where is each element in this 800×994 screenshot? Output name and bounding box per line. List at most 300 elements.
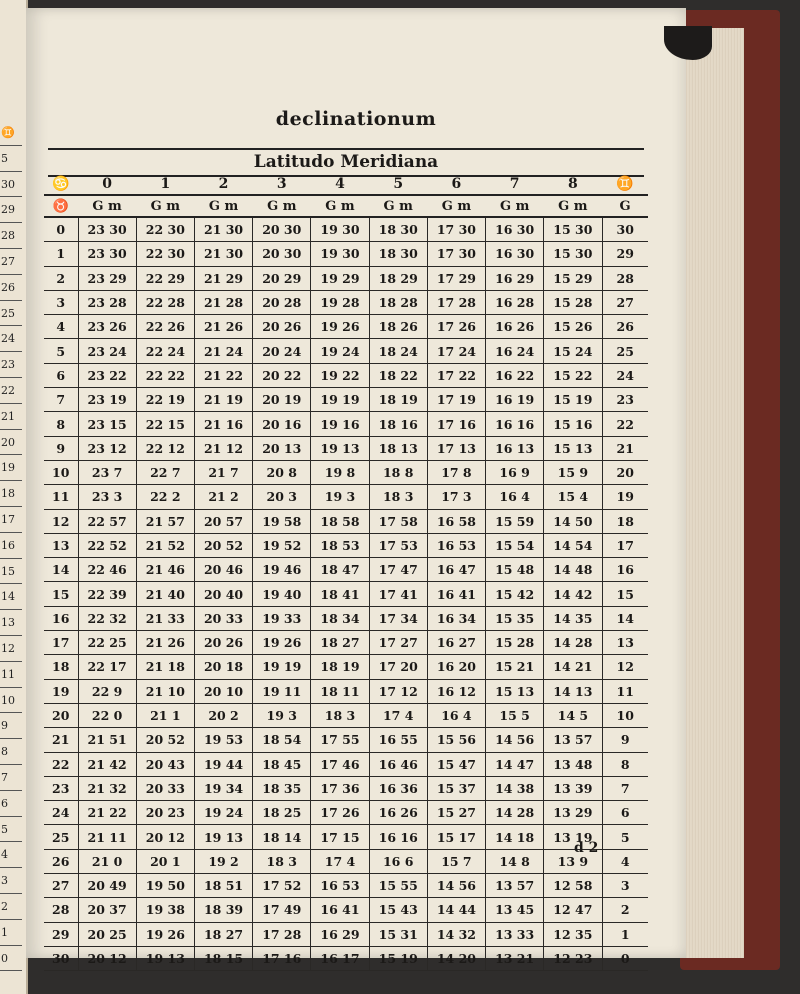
table-cell: 21 24 [194, 339, 252, 363]
table-cell: 18 11 [311, 679, 369, 703]
table-cell: 15 30 [544, 217, 602, 242]
table-row [44, 874, 648, 898]
facing-page-number: 23 [0, 352, 22, 378]
table-cell: 15 59 [486, 509, 544, 533]
table-row [44, 946, 648, 970]
table-cell: 19 13 [194, 825, 252, 849]
facing-page-numbers [0, 120, 22, 971]
table-cell: 20 52 [194, 533, 252, 557]
table-cell: 16 46 [369, 752, 427, 776]
column-header: 3 [253, 174, 311, 195]
table-cell: 23 19 [78, 388, 136, 412]
table-cell: 17 22 [427, 363, 485, 387]
row-degree: 14 [44, 558, 78, 582]
row-degree-complement: 1 [602, 922, 648, 946]
unit-header: G m [311, 195, 369, 217]
row-degree-complement: 13 [602, 631, 648, 655]
facing-page-number: 7 [0, 765, 22, 791]
table-cell: 19 24 [194, 801, 252, 825]
table-cell: 16 55 [369, 728, 427, 752]
table-cell: 19 24 [311, 339, 369, 363]
row-degree: 17 [44, 631, 78, 655]
table-cell: 15 13 [486, 679, 544, 703]
table-cell: 22 30 [136, 217, 194, 242]
table-cell: 19 58 [253, 509, 311, 533]
unit-header: G [602, 195, 648, 217]
table-cell: 19 30 [311, 217, 369, 242]
table-cell: 19 19 [253, 655, 311, 679]
row-degree: 26 [44, 849, 78, 873]
row-degree: 11 [44, 485, 78, 509]
table-cell: 12 58 [544, 874, 602, 898]
table-cell: 15 42 [486, 582, 544, 606]
table-cell: 21 30 [194, 242, 252, 266]
table-cell: 15 27 [427, 801, 485, 825]
table-cell: 18 51 [194, 874, 252, 898]
table-cell: 17 4 [369, 703, 427, 727]
table-cell: 14 20 [427, 946, 485, 970]
table-cell: 21 29 [194, 266, 252, 290]
table-cell: 15 17 [427, 825, 485, 849]
table-cell: 15 43 [369, 898, 427, 922]
table-cell: 20 40 [194, 582, 252, 606]
table-cell: 13 29 [544, 801, 602, 825]
facing-page-number: 14 [0, 584, 22, 610]
facing-page-number: 2 [0, 894, 22, 920]
column-header: 0 [78, 174, 136, 195]
table-cell: 19 38 [136, 898, 194, 922]
table-cell: 21 22 [194, 363, 252, 387]
table-cell: 19 22 [311, 363, 369, 387]
table-cell: 23 28 [78, 290, 136, 314]
table-cell: 18 27 [311, 631, 369, 655]
row-degree: 25 [44, 825, 78, 849]
facing-page-number: 5 [0, 146, 22, 172]
table-cell: 19 19 [311, 388, 369, 412]
row-degree: 3 [44, 290, 78, 314]
table-cell: 23 15 [78, 412, 136, 436]
row-degree-complement: 18 [602, 509, 648, 533]
unit-header: ♉ [44, 195, 78, 217]
table-cell: 19 2 [194, 849, 252, 873]
facing-page-number: 25 [0, 301, 22, 327]
table-cell: 15 26 [544, 315, 602, 339]
unit-header: G m [427, 195, 485, 217]
column-header: 7 [486, 174, 544, 195]
table-cell: 16 24 [486, 339, 544, 363]
table-cell: 19 26 [136, 922, 194, 946]
table-cell: 16 30 [486, 217, 544, 242]
table-cell: 13 57 [544, 728, 602, 752]
table-cell: 22 30 [136, 242, 194, 266]
table-cell: 20 12 [78, 946, 136, 970]
table-cell: 20 10 [194, 679, 252, 703]
table-cell: 22 22 [136, 363, 194, 387]
table-cell: 18 15 [194, 946, 252, 970]
table-cell: 14 18 [486, 825, 544, 849]
table-cell: 22 0 [78, 703, 136, 727]
table-cell: 18 30 [369, 217, 427, 242]
table-cell: 15 35 [486, 606, 544, 630]
table-cell: 14 56 [486, 728, 544, 752]
table-cell: 21 51 [78, 728, 136, 752]
table-cell: 17 4 [311, 849, 369, 873]
table-cell: 16 34 [427, 606, 485, 630]
table-cell: 16 27 [427, 631, 485, 655]
table-cell: 18 25 [253, 801, 311, 825]
row-degree: 23 [44, 776, 78, 800]
facing-page-number: 19 [0, 455, 22, 481]
row-degree: 19 [44, 679, 78, 703]
table-cell: 19 30 [311, 242, 369, 266]
table-cell: 21 7 [194, 460, 252, 484]
table-cell: 22 28 [136, 290, 194, 314]
table-cell: 17 26 [311, 801, 369, 825]
row-degree-complement: 22 [602, 412, 648, 436]
table-cell: 17 28 [427, 290, 485, 314]
unit-header: G m [253, 195, 311, 217]
facing-page-number: ♊ [0, 120, 22, 146]
book-page [26, 8, 686, 967]
table-cell: 22 29 [136, 266, 194, 290]
row-degree-complement: 8 [602, 752, 648, 776]
table-cell: 14 32 [427, 922, 485, 946]
table-row [44, 485, 648, 509]
unit-header: G m [136, 195, 194, 217]
row-degree-complement: 5 [602, 825, 648, 849]
table-cell: 20 3 [253, 485, 311, 509]
table-cell: 18 27 [194, 922, 252, 946]
facing-page-number: 20 [0, 430, 22, 456]
table-cell: 17 55 [311, 728, 369, 752]
table-cell: 18 35 [253, 776, 311, 800]
table-cell: 20 2 [194, 703, 252, 727]
table-cell: 23 30 [78, 242, 136, 266]
facing-page-number: 29 [0, 197, 22, 223]
table-cell: 16 12 [427, 679, 485, 703]
table-cell: 14 50 [544, 509, 602, 533]
table-row [44, 290, 648, 314]
table-cell: 22 2 [136, 485, 194, 509]
table-cell: 23 30 [78, 217, 136, 242]
table-row [44, 388, 648, 412]
table-cell: 17 52 [253, 874, 311, 898]
table-cell: 21 22 [78, 801, 136, 825]
table-cell: 17 34 [369, 606, 427, 630]
table-cell: 14 13 [544, 679, 602, 703]
table-row [44, 825, 648, 849]
table-cell: 17 19 [427, 388, 485, 412]
facing-page-number: 5 [0, 817, 22, 843]
table-cell: 22 15 [136, 412, 194, 436]
row-degree-complement: 2 [602, 898, 648, 922]
table-row [44, 752, 648, 776]
row-degree: 22 [44, 752, 78, 776]
table-cell: 23 22 [78, 363, 136, 387]
table-cell: 21 30 [194, 217, 252, 242]
facing-page-edge [0, 0, 28, 994]
table-cell: 20 49 [78, 874, 136, 898]
table-cell: 22 46 [78, 558, 136, 582]
table-cell: 15 31 [369, 922, 427, 946]
table-cell: 19 46 [253, 558, 311, 582]
row-degree: 16 [44, 606, 78, 630]
row-degree: 4 [44, 315, 78, 339]
table-cell: 20 37 [78, 898, 136, 922]
table-cell: 18 41 [311, 582, 369, 606]
row-degree-complement: 3 [602, 874, 648, 898]
table-cell: 16 9 [486, 460, 544, 484]
table-cell: 20 13 [253, 436, 311, 460]
table-cell: 19 13 [136, 946, 194, 970]
table-cell: 16 36 [369, 776, 427, 800]
facing-page-number: 15 [0, 559, 22, 585]
table-cell: 17 24 [427, 339, 485, 363]
table-cell: 16 17 [311, 946, 369, 970]
table-row [44, 217, 648, 242]
table-cell: 22 25 [78, 631, 136, 655]
row-degree-complement: 24 [602, 363, 648, 387]
table-cell: 17 27 [369, 631, 427, 655]
table-cell: 13 21 [486, 946, 544, 970]
table-cell: 17 29 [427, 266, 485, 290]
column-header: ♊ [602, 174, 648, 195]
row-degree: 27 [44, 874, 78, 898]
table-cell: 18 30 [369, 242, 427, 266]
table-row [44, 631, 648, 655]
row-degree-complement: 23 [602, 388, 648, 412]
table-cell: 21 1 [136, 703, 194, 727]
table-cell: 18 19 [369, 388, 427, 412]
row-degree-complement: 12 [602, 655, 648, 679]
table-cell: 20 28 [253, 290, 311, 314]
table-cell: 15 47 [427, 752, 485, 776]
table-cell: 20 43 [136, 752, 194, 776]
table-cell: 17 41 [369, 582, 427, 606]
table-cell: 17 8 [427, 460, 485, 484]
table-cell: 20 26 [194, 631, 252, 655]
table-cell: 22 39 [78, 582, 136, 606]
table-cell: 16 19 [486, 388, 544, 412]
table-cell: 21 26 [136, 631, 194, 655]
column-header: 5 [369, 174, 427, 195]
table-cell: 18 54 [253, 728, 311, 752]
table-cell: 16 26 [369, 801, 427, 825]
table-cell: 16 41 [311, 898, 369, 922]
row-degree-complement: 4 [602, 849, 648, 873]
table-cell: 18 34 [311, 606, 369, 630]
row-degree: 10 [44, 460, 78, 484]
table-cell: 18 53 [311, 533, 369, 557]
row-degree: 28 [44, 898, 78, 922]
row-degree: 12 [44, 509, 78, 533]
row-degree: 5 [44, 339, 78, 363]
row-degree-complement: 14 [602, 606, 648, 630]
table-cell: 18 19 [311, 655, 369, 679]
table-cell: 17 36 [311, 776, 369, 800]
table-cell: 19 3 [253, 703, 311, 727]
table-row [44, 849, 648, 873]
table-cell: 16 47 [427, 558, 485, 582]
table-row [44, 266, 648, 290]
table-cell: 20 25 [78, 922, 136, 946]
table-cell: 20 22 [253, 363, 311, 387]
table-cell: 14 8 [486, 849, 544, 873]
table-cell: 15 30 [544, 242, 602, 266]
table-cell: 19 53 [194, 728, 252, 752]
row-degree-complement: 15 [602, 582, 648, 606]
table-cell: 16 53 [427, 533, 485, 557]
table-cell: 22 9 [78, 679, 136, 703]
table-cell: 19 40 [253, 582, 311, 606]
column-header: 8 [544, 174, 602, 195]
table-cell: 16 4 [486, 485, 544, 509]
facing-page-number: 1 [0, 920, 22, 946]
table-cell: 16 13 [486, 436, 544, 460]
table-cell: 17 49 [253, 898, 311, 922]
table-cell: 15 13 [544, 436, 602, 460]
table-cell: 21 2 [194, 485, 252, 509]
table-cell: 14 28 [486, 801, 544, 825]
table-cell: 20 52 [136, 728, 194, 752]
table-cell: 19 52 [253, 533, 311, 557]
table-row [44, 728, 648, 752]
table-cell: 20 29 [253, 266, 311, 290]
row-degree-complement: 29 [602, 242, 648, 266]
table-cell: 18 16 [369, 412, 427, 436]
table-row [44, 363, 648, 387]
table-cell: 20 19 [253, 388, 311, 412]
table-cell: 12 23 [544, 946, 602, 970]
table-cell: 20 16 [253, 412, 311, 436]
table-row [44, 460, 648, 484]
facing-page-number: 8 [0, 739, 22, 765]
table-cell: 18 45 [253, 752, 311, 776]
row-degree-complement: 25 [602, 339, 648, 363]
row-degree-complement: 20 [602, 460, 648, 484]
table-cell: 15 28 [544, 290, 602, 314]
table-cell: 17 28 [253, 922, 311, 946]
row-degree: 15 [44, 582, 78, 606]
table-cell: 15 5 [486, 703, 544, 727]
table-cell: 22 24 [136, 339, 194, 363]
column-header: 4 [311, 174, 369, 195]
table-cell: 20 23 [136, 801, 194, 825]
facing-page-number: 17 [0, 507, 22, 533]
table-cell: 15 29 [544, 266, 602, 290]
row-degree-complement: 9 [602, 728, 648, 752]
table-cell: 18 58 [311, 509, 369, 533]
table-cell: 16 16 [486, 412, 544, 436]
table-body [44, 217, 648, 971]
facing-page-number: 22 [0, 378, 22, 404]
table-cell: 15 48 [486, 558, 544, 582]
row-degree-complement: 16 [602, 558, 648, 582]
table-cell: 17 30 [427, 242, 485, 266]
table-cell: 23 29 [78, 266, 136, 290]
table-row [44, 436, 648, 460]
unit-header: G m [369, 195, 427, 217]
column-header: 6 [427, 174, 485, 195]
table-cell: 18 3 [369, 485, 427, 509]
facing-page-number: 4 [0, 842, 22, 868]
table-cell: 13 9 [544, 849, 602, 873]
table-cell: 20 12 [136, 825, 194, 849]
row-degree: 13 [44, 533, 78, 557]
facing-page-number: 16 [0, 533, 22, 559]
row-degree: 2 [44, 266, 78, 290]
row-degree-complement: 30 [602, 217, 648, 242]
table-row [44, 776, 648, 800]
row-degree: 20 [44, 703, 78, 727]
row-degree-complement: 19 [602, 485, 648, 509]
facing-page-number: 18 [0, 481, 22, 507]
table-cell: 16 58 [427, 509, 485, 533]
table-cell: 17 53 [369, 533, 427, 557]
unit-header: G m [78, 195, 136, 217]
page-fore-edge [682, 28, 744, 958]
table-row [44, 533, 648, 557]
table-cell: 15 21 [486, 655, 544, 679]
table-cell: 19 13 [311, 436, 369, 460]
table-cell: 18 22 [369, 363, 427, 387]
table-cell: 13 39 [544, 776, 602, 800]
table-cell: 19 16 [311, 412, 369, 436]
row-degree: 24 [44, 801, 78, 825]
table-cell: 15 19 [544, 388, 602, 412]
table-cell: 16 28 [486, 290, 544, 314]
facing-page-number: 27 [0, 249, 22, 275]
table-cell: 17 13 [427, 436, 485, 460]
table-cell: 15 55 [369, 874, 427, 898]
table-cell: 16 4 [427, 703, 485, 727]
table-cell: 14 21 [544, 655, 602, 679]
table-cell: 17 16 [427, 412, 485, 436]
table-cell: 16 26 [486, 315, 544, 339]
table-cell: 21 26 [194, 315, 252, 339]
table-cell: 18 29 [369, 266, 427, 290]
table-row [44, 242, 648, 266]
row-degree-complement: 17 [602, 533, 648, 557]
table-cell: 19 8 [311, 460, 369, 484]
table-cell: 19 28 [311, 290, 369, 314]
table-cell: 15 16 [544, 412, 602, 436]
facing-page-number: 11 [0, 662, 22, 688]
table-cell: 21 19 [194, 388, 252, 412]
table-cell: 17 20 [369, 655, 427, 679]
table-row [44, 922, 648, 946]
table-cell: 14 38 [486, 776, 544, 800]
facing-page-number: 0 [0, 946, 22, 972]
table-cell: 21 11 [78, 825, 136, 849]
table-cell: 21 40 [136, 582, 194, 606]
row-degree-complement: 6 [602, 801, 648, 825]
table-cell: 13 19 [544, 825, 602, 849]
table-cell: 16 41 [427, 582, 485, 606]
table-cell: 22 26 [136, 315, 194, 339]
table-cell: 21 18 [136, 655, 194, 679]
table-cell: 22 12 [136, 436, 194, 460]
table-cell: 16 29 [486, 266, 544, 290]
table-cell: 14 56 [427, 874, 485, 898]
running-head: declinationum [275, 108, 437, 130]
table-row [44, 898, 648, 922]
table-unit-row [44, 195, 648, 217]
table-cell: 19 3 [311, 485, 369, 509]
facing-page-number: 30 [0, 172, 22, 198]
facing-page-number: 3 [0, 868, 22, 894]
table-row [44, 655, 648, 679]
